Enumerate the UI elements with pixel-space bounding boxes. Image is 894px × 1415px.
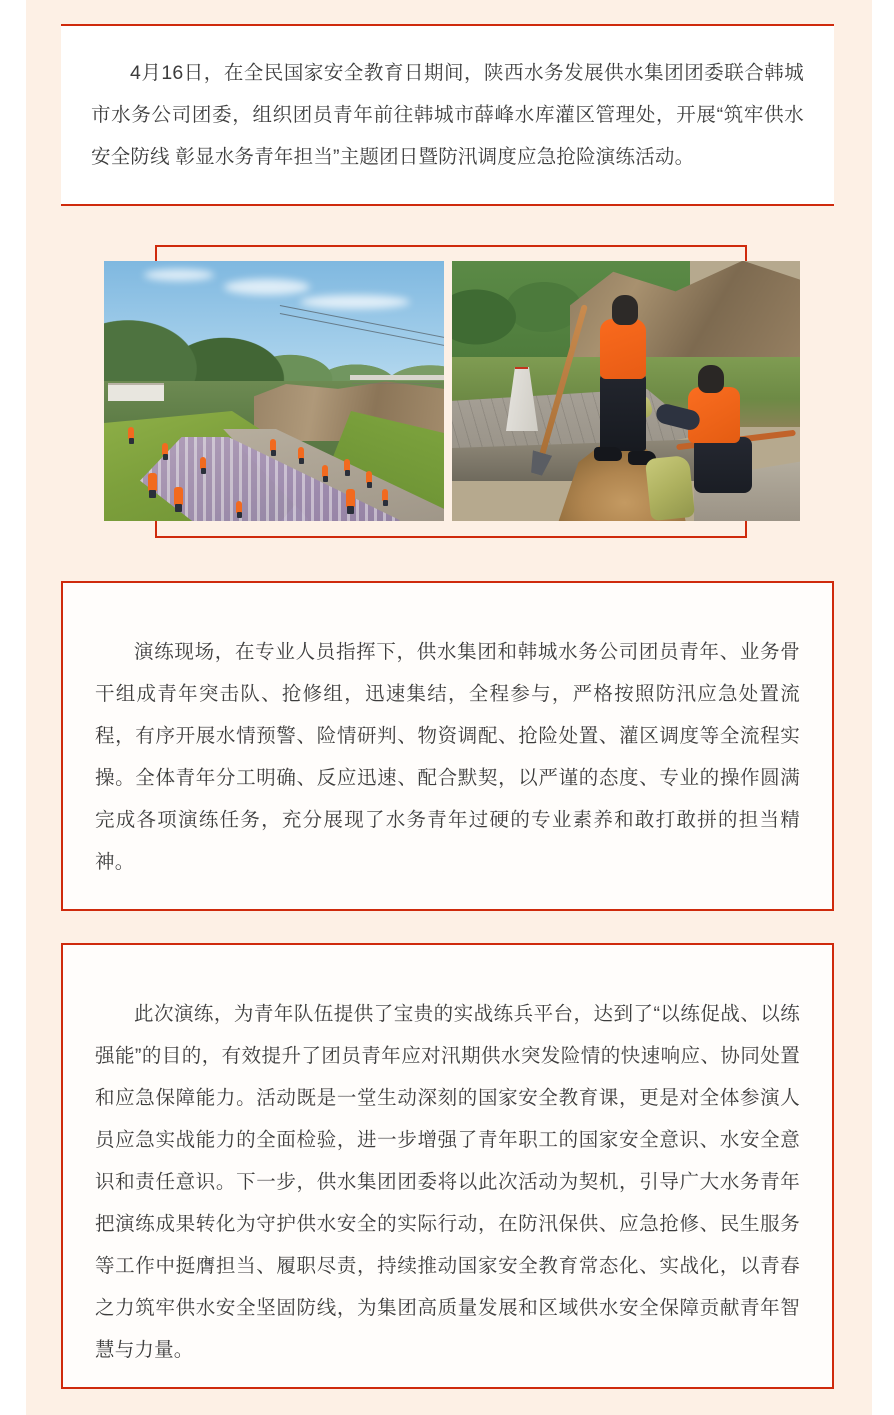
worker-figure [382, 489, 388, 501]
paragraph-2: 演练现场，在专业人员指挥下，供水集团和韩城水务公司团员青年、业务骨干组成青年突击队、抢修组，迅速集结，全程参与，严格按照防汛应急处置流程，有序开展水情预警、险情研判、物资调配、抢险处置、灌区调度等全流程实操。全体青年分工明确、反应迅速、配合默契，以严谨的态度、专业的操作圆满完成各项演练任务，充分展现了水务青年过硬的专业素养和敢打敢拼的担当精神。 [95, 641, 800, 873]
building [108, 383, 164, 401]
person-crouching-head [698, 365, 724, 393]
person-crouching-legs [694, 437, 752, 493]
viaduct-bridge [350, 375, 444, 380]
paragraph-card-2 [61, 581, 834, 911]
worker-figure [162, 443, 168, 455]
photo-sandbag-digging[interactable] [452, 261, 800, 521]
cloud [224, 279, 310, 295]
worker-figure [128, 427, 134, 439]
worker-figure [174, 487, 183, 505]
worker-figure [346, 489, 355, 507]
divider-bottom [61, 204, 834, 206]
lead-section [61, 24, 834, 206]
person-standing-boot [594, 447, 622, 461]
lead-paragraph: 4月16日，在全民国家安全教育日期间，陕西水务发展供水集团团委联合韩城市水务公司团委，组织团员青年前往韩城市薛峰水库灌区管理处，开展“筑牢供水安全防线 彰显水务青年担当”主题团日暨防汛调度应急抢险演练活动。 [91, 62, 804, 168]
photo-embankment-drill[interactable] [104, 261, 444, 521]
paragraph-card-3 [61, 943, 834, 1389]
worker-figure [148, 473, 157, 491]
worker-figure [236, 501, 242, 513]
person-standing-vest [600, 319, 646, 379]
worker-figure [366, 471, 372, 483]
photo-row [104, 261, 800, 521]
cloud [144, 269, 214, 281]
sandbag [645, 455, 695, 521]
photo-gallery [0, 243, 894, 543]
worker-figure [200, 457, 206, 469]
person-standing-head [612, 295, 638, 325]
worker-figure [270, 439, 276, 451]
worker-figure [344, 459, 350, 471]
lead-card [61, 26, 834, 204]
worker-figure [298, 447, 304, 459]
person-standing-legs [600, 373, 646, 451]
paragraph-3: 此次演练，为青年队伍提供了宝贵的实战练兵平台，达到了“以练促战、以练强能”的目的，有效提升了团员青年应对汛期供水突发险情的快速响应、协同处置和应急保障能力。活动既是一堂生动深刻的国家安全教育课，更是对全体参演人员应急实战能力的全面检验，进一步增强了青年职工的国家安全意识、水安全意识和责任意识。下一步，供水集团团委将以此次活动为契机，引导广大水务青年把演练成果转化为守护供水安全的实际行动，在防汛保供、应急抢修、民生服务等工作中挺膺担当、履职尽责，持续推动国家安全教育常态化、实战化，以青春之力筑牢供水安全坚固防线，为集团高质量发展和区域供水安全保障贡献青年智慧与力量。 [95, 1003, 800, 1361]
worker-figure [322, 465, 328, 477]
